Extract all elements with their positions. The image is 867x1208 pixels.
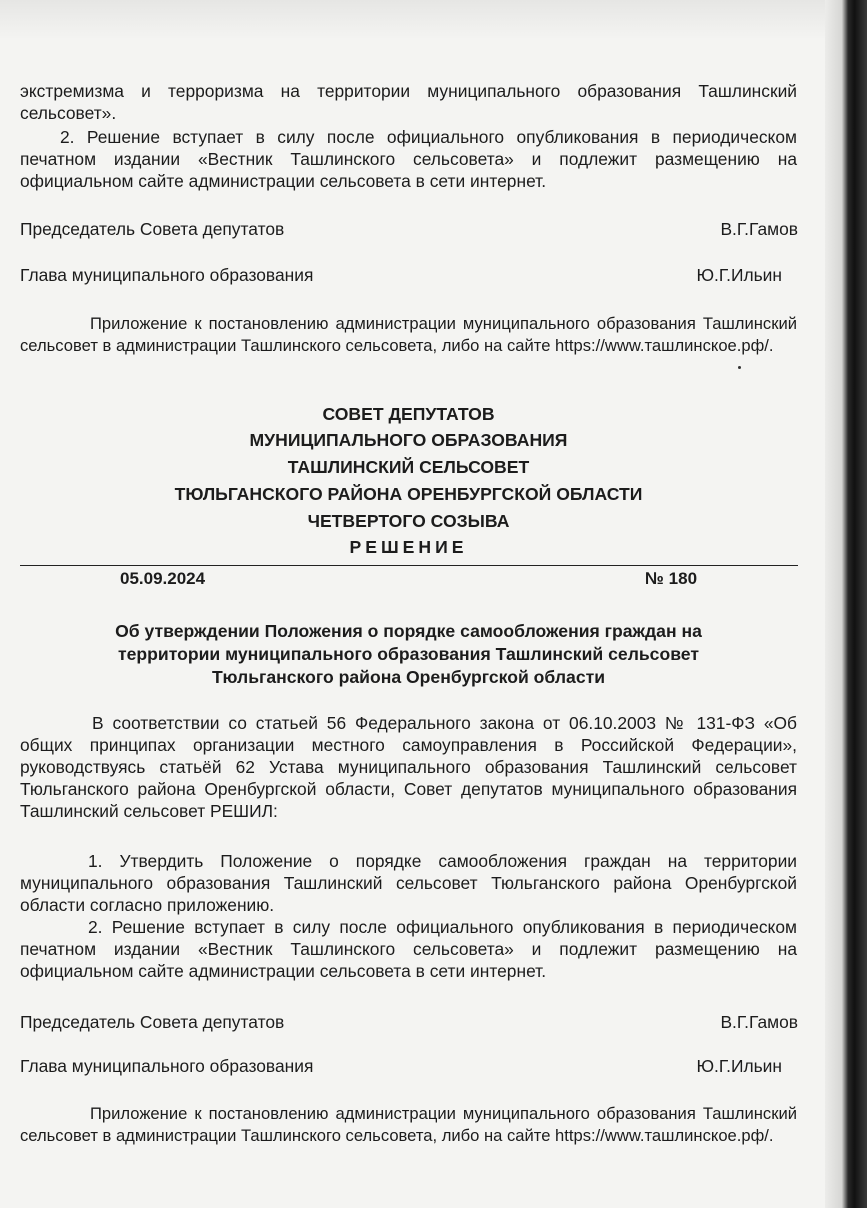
top-continuation: экстремизма и терроризма на территории муниципального образования Ташлинский сельсовет».	[20, 81, 797, 123]
top-head-signature	[20, 264, 798, 286]
convocation-line: ЧЕТВЕРТОГО СОЗЫВА	[307, 511, 510, 531]
municipality-line: МУНИЦИПАЛЬНОГО ОБРАЗОВАНИЯ	[249, 430, 568, 450]
top-appendix-note: Приложение к постановлению администрации муниципального образования Ташлинский сельсовет в администрации Ташлинского сельсовета, либо на сайте https://www.ташлинское.рф/.	[20, 314, 797, 355]
district-line: ТЮЛЬГАНСКОГО РАЙОНА ОРЕНБУРГСКОЙ ОБЛАСТИ	[174, 484, 643, 504]
decision-title-line3: Тюльганского района Оренбургской области	[211, 667, 606, 687]
decision-item-1: 1. Утвердить Положение о порядке самообложения граждан на территории муниципального образования Ташлинский сельсовет Тюльганского района Оренбургской области согласно приложению.	[20, 851, 797, 915]
bottom-chair-signature	[20, 1011, 798, 1033]
bottom-appendix-note: Приложение к постановлению администрации муниципального образования Ташлинский сельсовет в администрации Ташлинского сельсовета, либо на сайте https://www.ташлинское.рф/.	[20, 1104, 797, 1145]
selsovet-line: ТАШЛИНСКИЙ СЕЛЬСОВЕТ	[287, 457, 530, 477]
bottom-head-signature	[20, 1055, 798, 1077]
head-title: Глава муниципального образования	[20, 265, 314, 285]
decision-date: 05.09.2024	[120, 569, 206, 588]
chair-name: В.Г.Гамов	[720, 219, 798, 239]
header-divider	[20, 565, 798, 566]
decision-preamble: В соответствии со статьей 56 Федерального закона от 06.10.2003 № 131-ФЗ «Об общих принципах организации местного самоуправления в Российской Федерации», руководствуясь статьёй 62 Устава муниципального образования Ташлинский сельсовет Тюльганского района Оренбургской области, Совет депутатов муниципального образования Ташлинский сельсовет РЕШИЛ:	[20, 713, 797, 821]
council-name: СОВЕТ ДЕПУТАТОВ	[322, 404, 495, 424]
chair-title: Председатель Совета депутатов	[20, 219, 285, 239]
chair-title: Председатель Совета депутатов	[20, 1012, 285, 1032]
chair-name: В.Г.Гамов	[720, 1012, 798, 1032]
document-type: РЕШЕНИЕ	[349, 537, 468, 557]
decision-title-line1: Об утверждении Положения о порядке самообложения граждан на	[115, 621, 702, 641]
decision-item-2: 2. Решение вступает в силу после официального опубликования в периодическом печатном издании «Вестник Ташлинского сельсовета» и подлежит размещению на официальном сайте администрации сельсовета в сети интернет.	[20, 917, 797, 981]
top-item-2: 2. Решение вступает в силу после официального опубликования в периодическом печатном издании «Вестник Ташлинского сельсовета» и подлежит размещению на официальном сайте администрации сельсовета в сети интернет.	[20, 127, 797, 191]
head-name: Ю.Г.Ильин	[696, 1056, 782, 1076]
head-title: Глава муниципального образования	[20, 1056, 314, 1076]
scan-shadow-top	[0, 0, 867, 40]
scan-page-edge	[825, 0, 867, 1208]
head-name: Ю.Г.Ильин	[696, 265, 782, 285]
decision-number: № 180	[645, 569, 698, 588]
top-chair-signature	[20, 218, 798, 240]
decision-title-line2: территории муниципального образования Ташлинский сельсовет	[118, 644, 699, 664]
scan-speck	[738, 366, 741, 369]
